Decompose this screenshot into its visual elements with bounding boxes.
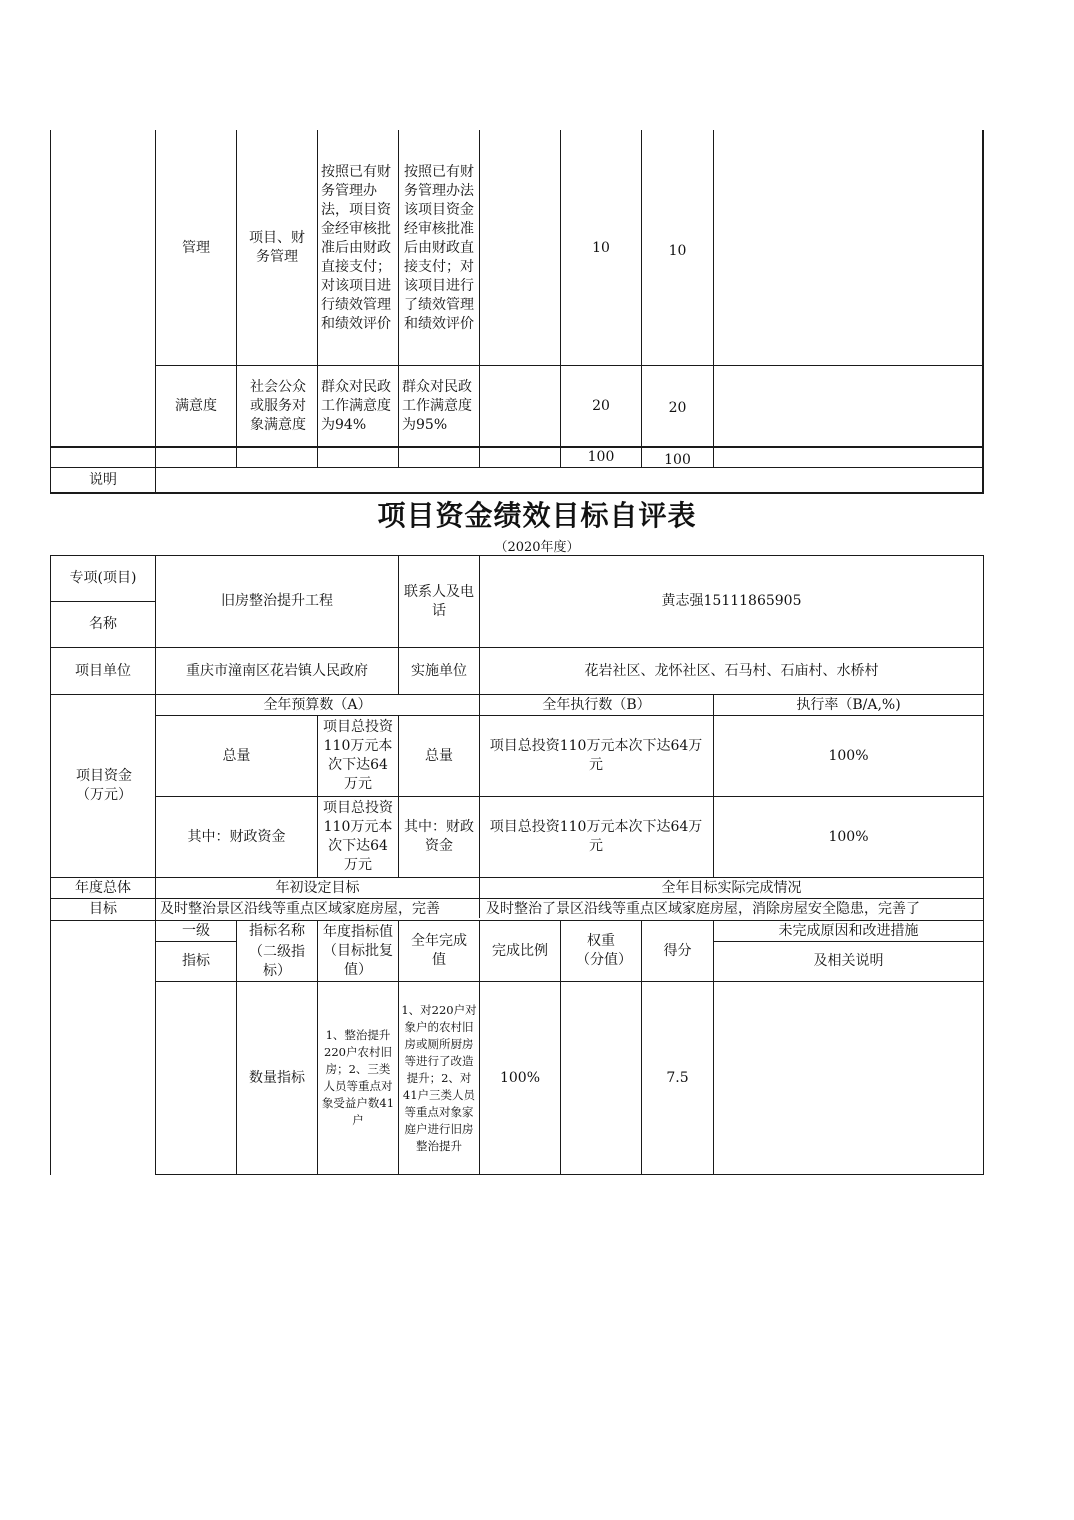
fiscal-budget: 项目总投资110万元本次下达64万元 (323, 800, 393, 873)
contact-value: 黄志强15111865905 (661, 593, 802, 609)
total-exec-label: 总量 (425, 747, 453, 764)
satisfaction-score: 20 (668, 399, 687, 416)
satisfaction-target: 群众对民政工作满意度为94% (321, 378, 391, 433)
hdr-weight: 权重（分值） (576, 933, 632, 968)
hdr-level1-a: 一级 (182, 922, 210, 939)
funds-label: 项目资金（万元） (76, 768, 132, 803)
unit-label: 项目单位 (75, 662, 131, 679)
project-name-label-2: 名称 (89, 616, 117, 632)
impl-value: 花岩社区、龙怀社区、石马村、石庙村、水桥村 (584, 662, 879, 679)
project-name-value: 旧房整治提升工程 (221, 593, 333, 609)
unit-value: 重庆市潼南区花岩镇人民政府 (186, 662, 368, 679)
satisfaction-actual: 群众对民政工作满意度为95% (402, 378, 472, 433)
goals-label-1: 年度总体 (75, 879, 131, 896)
fiscal-label: 其中：财政资金 (187, 828, 286, 845)
goals-label-2: 目标 (89, 901, 117, 917)
satisfaction-level2: 满意度 (175, 397, 217, 414)
total-label: 总量 (222, 747, 251, 764)
quantity-indicator: 数量指标 (249, 1069, 305, 1086)
hdr-reason-b: 及相关说明 (813, 953, 884, 969)
hdr-reason-a: 未完成原因和改进措施 (778, 922, 919, 939)
total-weight: 100 (587, 449, 615, 465)
impl-label: 实施单位 (411, 662, 467, 679)
fiscal-exec-label: 其中：财政资金 (404, 819, 474, 854)
quantity-score: 7.5 (666, 1069, 689, 1086)
page-title: 项目资金绩效目标自评表 (377, 499, 697, 532)
contact-label: 联系人及电话 (404, 583, 474, 619)
quantity-ratio: 100% (499, 1069, 541, 1086)
actual-goal-text: 及时整治了景区沿线等重点区域家庭房屋，消除房屋安全隐患，完善了 (486, 901, 920, 917)
initial-goal-text: 及时整治景区沿线等重点区域家庭房屋，完善 (160, 901, 440, 917)
initial-goal-header: 年初设定目标 (275, 879, 360, 896)
quantity-actual: 1、对220户对象户的农村旧房或厕所厨房等进行了改造提升；2、对41户三类人员等重点对象家庭户进行旧房整治提升 (401, 1002, 477, 1153)
total-exec: 项目总投资110万元本次下达64万元 (489, 738, 703, 773)
mgmt-indicator: 项目、财务管理 (249, 230, 305, 265)
actual-goal-header: 全年目标实际完成情况 (661, 879, 802, 896)
mgmt-actual: 按照已有财务管理办法该项目资金经审核批准后由财政直接支付；对该项目进行了绩效管理和绩效评价 (404, 163, 474, 332)
hdr-level2-b: （二级指标） (249, 943, 305, 979)
hdr-level1-b: 指标 (182, 953, 210, 969)
page-subtitle: （2020年度） (494, 540, 580, 555)
hdr-actual: 全年完成值 (411, 933, 467, 968)
hdr-ratio: 完成比例 (492, 942, 548, 959)
hdr-target: 年度指标值（目标批复值） (323, 923, 393, 978)
hdr-level2-a: 指标名称 (249, 922, 305, 939)
total-score: 100 (664, 452, 691, 468)
note-label: 说明 (89, 471, 117, 488)
satisfaction-weight: 20 (592, 397, 610, 414)
total-rate: 100% (828, 747, 869, 764)
quantity-target: 1、整治提升220户农村旧房；2、三类人员等重点对象受益户数41户 (321, 1028, 395, 1127)
fiscal-exec: 项目总投资110万元本次下达64万元 (489, 819, 703, 854)
total-budget: 项目总投资110万元本次下达64万元 (323, 719, 393, 792)
mgmt-target: 按照已有财务管理办法，项目资金经审核批准后由财政直接支付；对该项目进行绩效管理和绩效评价 (321, 163, 391, 332)
exec-header: 全年执行数（B） (542, 696, 651, 713)
mgmt-score: 10 (668, 242, 687, 259)
mgmt-weight: 10 (592, 239, 610, 256)
fiscal-rate: 100% (828, 828, 869, 845)
project-name-label-1: 专项(项目) (69, 570, 137, 586)
rate-header: 执行率（B/A,%) (796, 696, 901, 713)
mgmt-level2: 管理 (182, 239, 210, 256)
hdr-score: 得分 (663, 942, 692, 959)
budget-header: 全年预算数（A） (263, 696, 372, 713)
satisfaction-indicator: 社会公众或服务对象满意度 (250, 378, 306, 433)
